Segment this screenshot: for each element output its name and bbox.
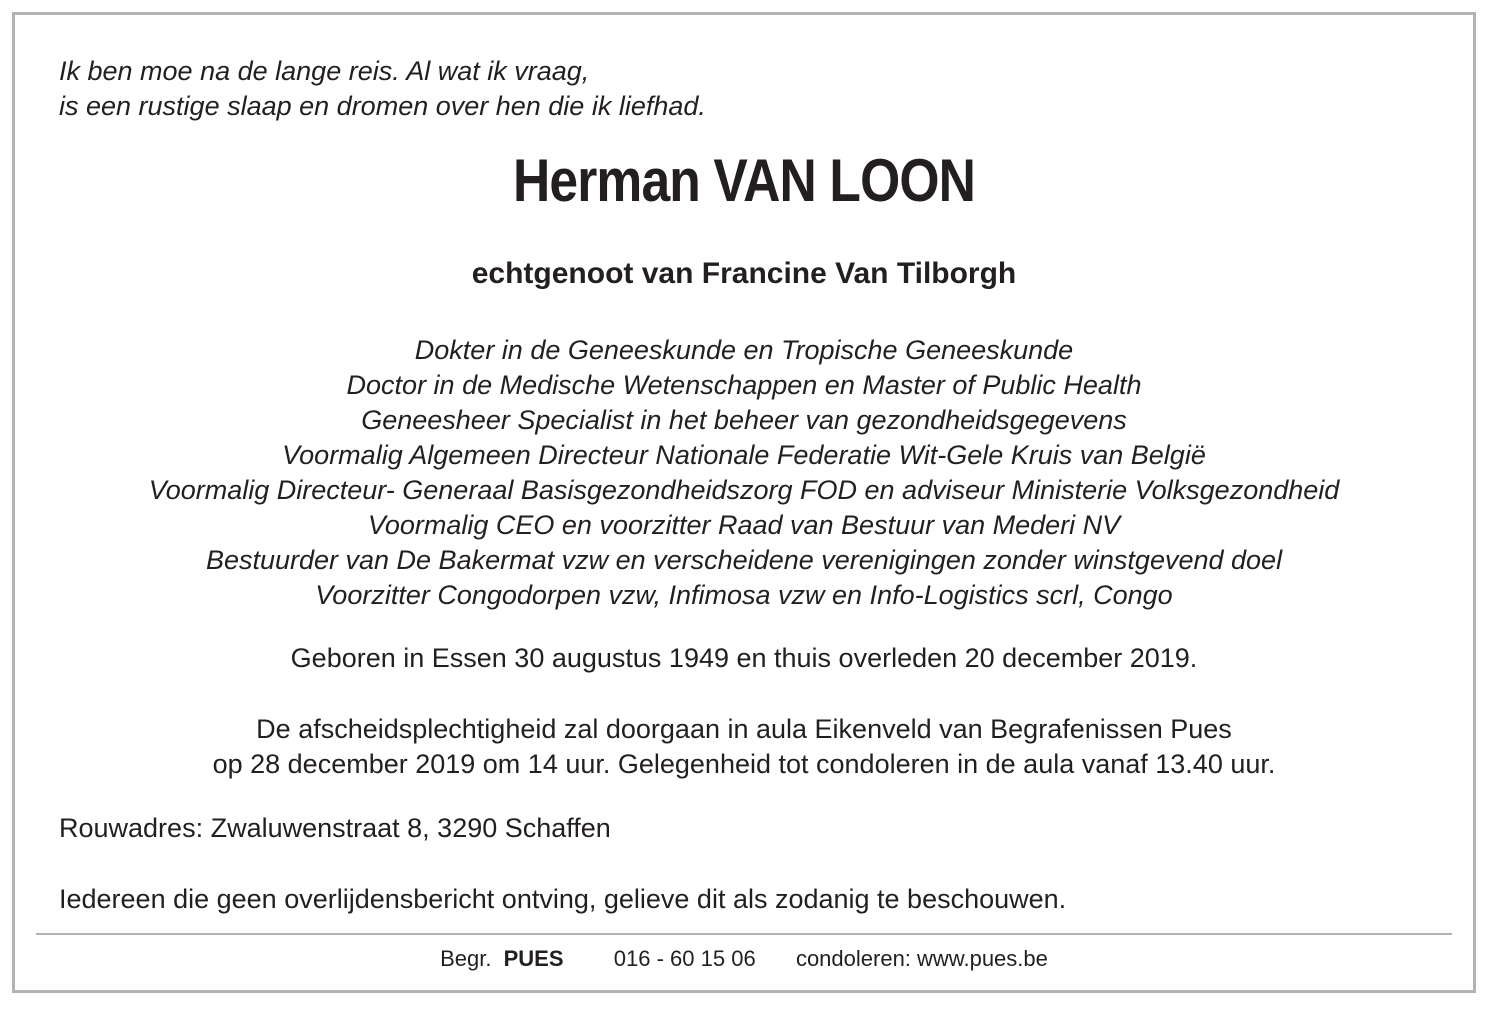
footer-divider [36,933,1452,935]
poem-line-1: Ik ben moe na de lange reis. Al wat ik vraag, [59,56,590,86]
title-line: Doctor in de Medische Wetenschappen en Master of Public Health [346,370,1142,400]
birth-death-line: Geboren in Essen 30 augustus 1949 en thuis overleden 20 december 2019. [290,643,1198,673]
notice-line: Iedereen die geen overlijdensbericht ontving, gelieve dit als zodanig te beschouwen. [59,884,1067,914]
footer-prefix: Begr. [440,946,492,971]
title-line: Bestuurder van De Bakermat vzw en verscheidene verenigingen zonder winstgevend doel [205,545,1283,575]
ceremony-line-2: op 28 december 2019 om 14 uur. Gelegenheid tot condoleren in de aula vanaf 13.40 uur. [212,749,1276,779]
poem-line-2: is een rustige slaap en dromen over hen die ik liefhad. [59,91,706,121]
title-line: Voormalig CEO en voorzitter Raad van Bestuur van Mederi NV [367,510,1121,540]
title-line: Geneesheer Specialist in het beheer van gezondheidsgegevens [361,405,1127,435]
title-line: Voormalig Algemeen Directeur Nationale Federatie Wit-Gele Kruis van België [282,440,1206,470]
funeral-home-phone: 016 - 60 15 06 [613,946,756,971]
poem [59,54,706,124]
ceremony-info [0,712,1488,782]
footer [0,944,1488,974]
spouse-line: echtgenoot van Francine Van Tilborgh [471,257,1017,290]
titles-list [0,333,1488,613]
mourning-address: Rouwadres: Zwaluwenstraat 8, 3290 Schaffen [59,813,611,843]
deceased-name: Herman VAN LOON [512,147,976,214]
condolence-link[interactable]: condoleren: www.pues.be [795,946,1048,971]
funeral-home-name: PUES [503,946,564,971]
title-line: Dokter in de Geneeskunde en Tropische Geneeskunde [414,335,1074,365]
ceremony-line-1: De afscheidsplechtigheid zal doorgaan in aula Eikenveld van Begrafenissen Pues [256,714,1232,744]
title-line: Voormalig Directeur- Generaal Basisgezondheidszorg FOD en adviseur Ministerie Volksgezondheid [148,475,1340,505]
title-line: Voorzitter Congodorpen vzw, Infimosa vzw en Info-Logistics scrl, Congo [315,580,1173,610]
